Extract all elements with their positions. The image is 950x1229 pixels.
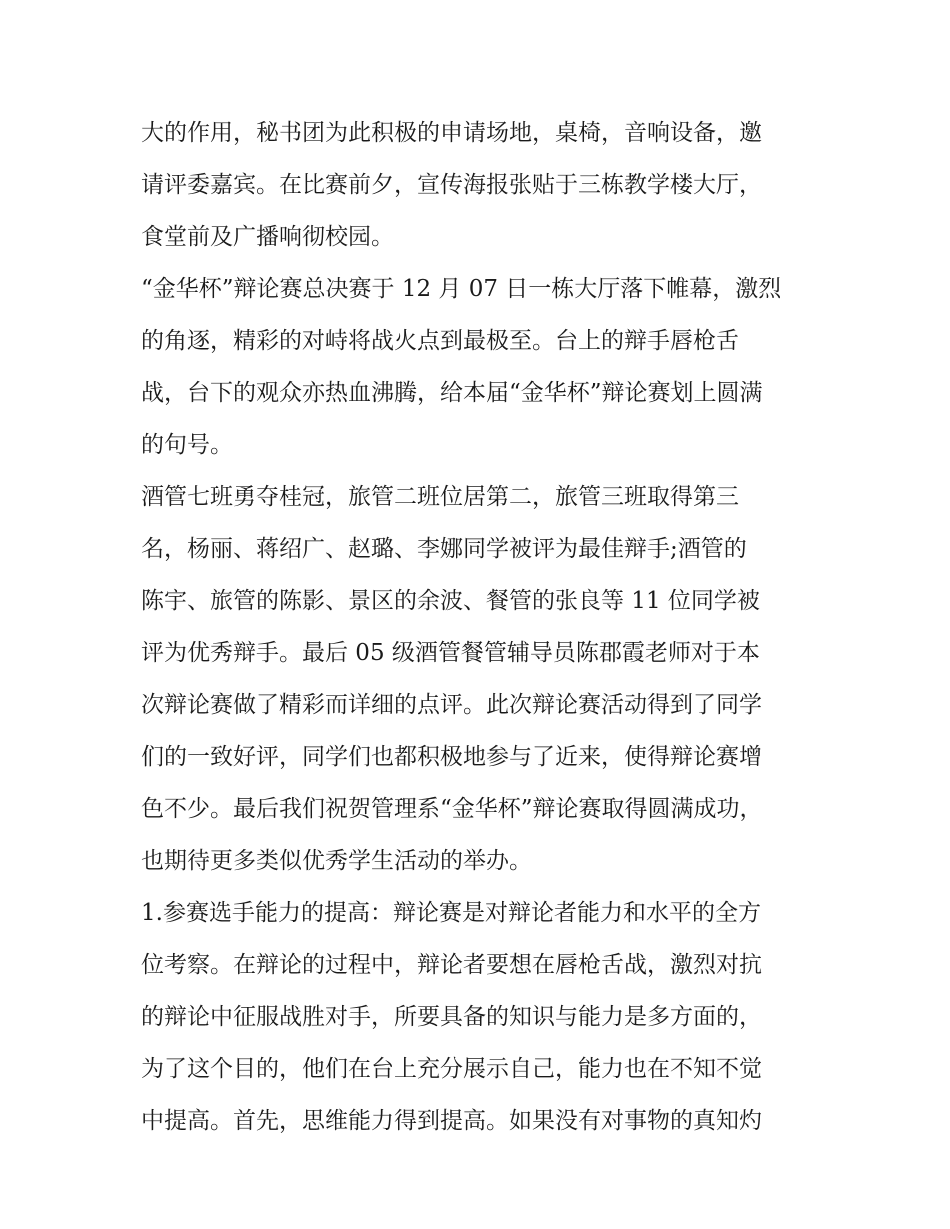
paragraph <box>141 263 821 471</box>
text-line: 食堂前及广播响彻校园。 <box>141 224 394 250</box>
text-line: 中提高。首先，思维能力得到提高。如果没有对事物的真知灼 <box>141 1108 762 1134</box>
text-line: “金华杯”辩论赛总决赛于 12 月 07 日一栋大厅落下帷幕，激烈 <box>141 276 782 302</box>
text-line: 次辩论赛做了精彩而详细的点评。此次辩论赛活动得到了同学 <box>141 692 762 718</box>
text-line: 陈宇、旅管的陈影、景区的余波、餐管的张良等 11 位同学被 <box>141 588 760 614</box>
text-line: 的句号。 <box>141 432 233 458</box>
text-line: 也期待更多类似优秀学生活动的举办。 <box>141 848 532 874</box>
text-line: 请评委嘉宾。在比赛前夕，宣传海报张贴于三栋教学楼大厅， <box>141 172 762 198</box>
document-body <box>141 107 821 1147</box>
text-line: 们的一致好评，同学们也都积极地参与了近来，使得辩论赛增 <box>141 744 762 770</box>
paragraph <box>141 887 821 1147</box>
text-line: 大的作用，秘书团为此积极的申请场地，桌椅，音响设备，邀 <box>141 120 762 146</box>
text-line: 名，杨丽、蒋绍广、赵璐、李娜同学被评为最佳辩手;酒管的 <box>141 536 747 562</box>
text-line: 1.参赛选手能力的提高：辩论赛是对辩论者能力和水平的全方 <box>141 900 761 926</box>
text-line: 的辩论中征服战胜对手，所要具备的知识与能力是多方面的， <box>141 1004 762 1030</box>
paragraph <box>141 471 821 887</box>
text-line: 酒管七班勇夺桂冠，旅管二班位居第二，旅管三班取得第三 <box>141 484 739 510</box>
paragraph <box>141 107 821 263</box>
text-line: 位考察。在辩论的过程中，辩论者要想在唇枪舌战，激烈对抗 <box>141 952 762 978</box>
text-line: 为了这个目的，他们在台上充分展示自己，能力也在不知不觉 <box>141 1056 762 1082</box>
text-line: 色不少。最后我们祝贺管理系“金华杯”辩论赛取得圆满成功， <box>141 796 763 822</box>
text-line: 评为优秀辩手。最后 05 级酒管餐管辅导员陈郡霞老师对于本 <box>141 640 760 666</box>
text-line: 战，台下的观众亦热血沸腾，给本届“金华杯”辩论赛划上圆满 <box>141 380 763 406</box>
text-line: 的角逐，精彩的对峙将战火点到最极至。台上的辩手唇枪舌 <box>141 328 739 354</box>
